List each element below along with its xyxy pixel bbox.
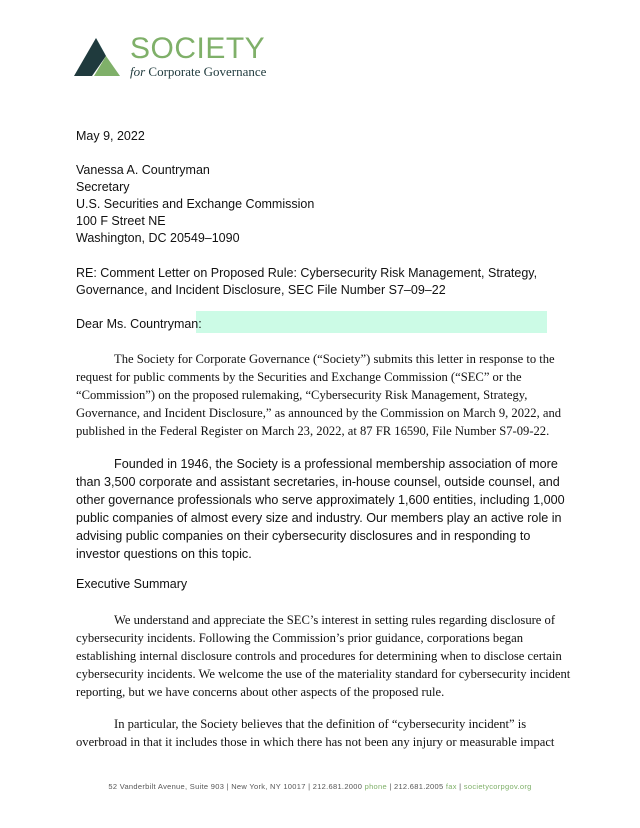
re-line-2: Governance, and Incident Disclosure, SEC File Number S7–09–22: [76, 283, 446, 297]
letter-date: May 9, 2022: [76, 129, 145, 143]
highlight-box: [196, 311, 547, 333]
paragraph-summary-text: We understand and appreciate the SEC’s interest in setting rules regarding disclosure of cybersecurity incidents. Following the Commission’s prior guidance, corporations began establishing internal disclosure controls and procedures for determining when to disclose certain cybersecurity incidents. We welcome the use of the materiality standard for cybersecurity incident reporting, but we have concerns about other aspects of the proposed rule.: [76, 613, 571, 699]
paragraph-particular: [76, 715, 572, 751]
section-heading: Executive Summary: [76, 577, 188, 591]
addressee-city: Washington, DC 20549–1090: [76, 231, 240, 245]
logo-wordmark: SOCIETY: [130, 32, 266, 65]
letterhead-footer: 52 Vanderbilt Avenue, Suite 903 | New York, NY 10017 | 212.681.2000 phone | 212.681.2005 fax | societycorpgov.org: [108, 782, 532, 791]
website-link[interactable]: societycorpgov.org: [463, 782, 532, 791]
addressee-title: Secretary: [76, 180, 130, 194]
triangle-logo-icon: [74, 36, 122, 78]
paragraph-about-text: Founded in 1946, the Society is a professional membership association of more than 3,500 corporate and assistant secretaries, in-house counsel, outside counsel, and other governance professionals who serve approximately 1,600 entities, including 1,000 public companies of almost every size and industry. Our members play an active role in advising public companies on their cybersecurity disclosures and in responding to investor questions on this topic.: [76, 457, 565, 561]
addressee-name: Vanessa A. Countryman: [76, 163, 210, 177]
paragraph-intro-text: The Society for Corporate Governance (“Society”) submits this letter in response to the request for public comments by the Securities and Exchange Commission (“SEC” or the “Commission”) on the proposed rulemaking, “Cybersecurity Risk Management, Strategy, Governance, and Incident Disclosure,” as announced by the Commission on March 9, 2022, and published in the Federal Register on March 23, 2022, at 87 FR 16590, File Number S7-09-22.: [76, 352, 562, 438]
paragraph-summary: [76, 611, 572, 701]
addressee-street: 100 F Street NE: [76, 214, 166, 228]
paragraph-intro: [76, 350, 572, 440]
paragraph-particular-text: In particular, the Society believes that the definition of “cybersecurity incident” is overbroad in that it includes those in which there has not been any injury or measurable impact: [76, 717, 555, 749]
re-line-1: RE: Comment Letter on Proposed Rule: Cybersecurity Risk Management, Strategy,: [76, 266, 538, 280]
society-logo: [74, 32, 274, 82]
salutation: Dear Ms. Countryman:: [76, 317, 202, 331]
paragraph-about: [76, 455, 572, 563]
addressee-org: U.S. Securities and Exchange Commission: [76, 197, 315, 211]
logo-tagline: for Corporate Governance: [130, 64, 267, 79]
